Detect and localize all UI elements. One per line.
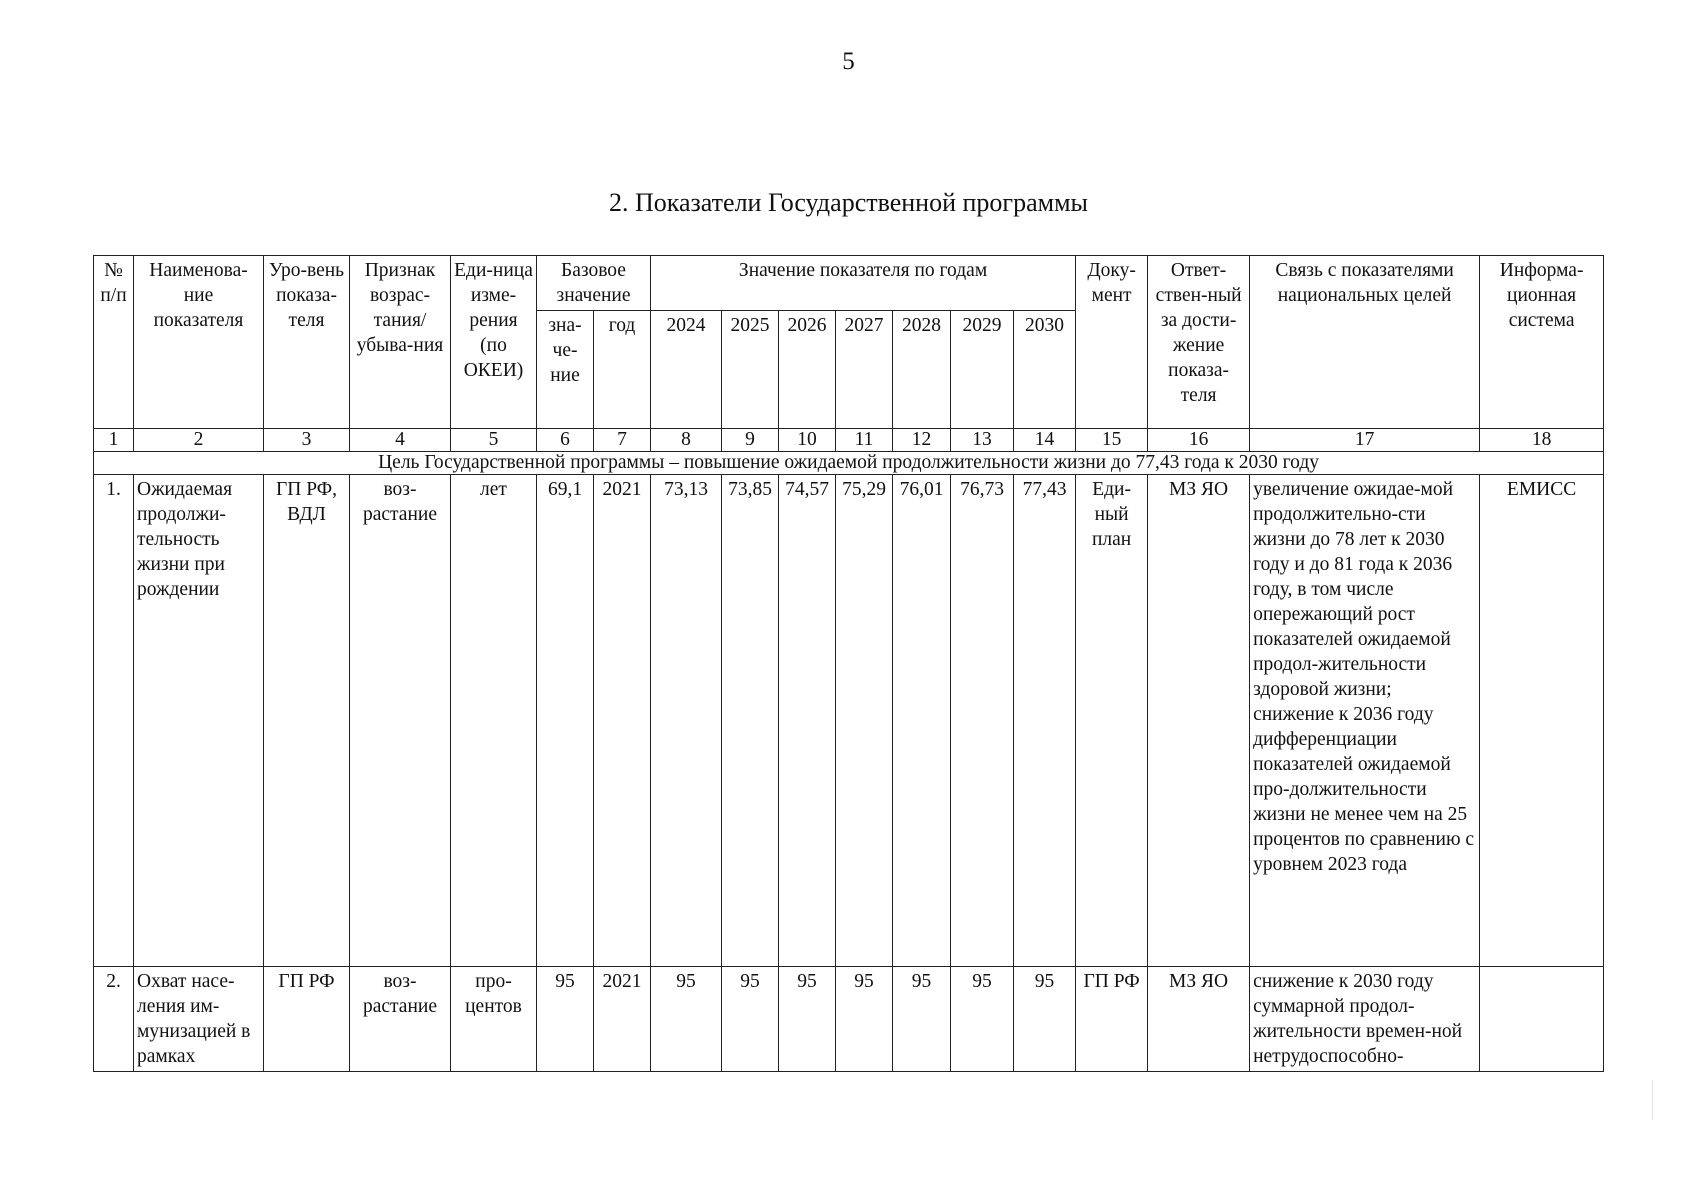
header-trend: Признак возрас-тания/ убыва-ния: [350, 256, 451, 429]
indicator-responsible: МЗ ЯО: [1148, 967, 1250, 1072]
indicator-name: Ожидаемая продолжи-тельность жизни при рождении: [134, 475, 264, 967]
year-value: 73,85: [722, 475, 779, 967]
column-number: 2: [134, 429, 264, 452]
page-number: 5: [842, 48, 855, 75]
header-year: 2029: [951, 311, 1014, 429]
header-year: 2025: [722, 311, 779, 429]
header-year: 2026: [779, 311, 836, 429]
year-value: 95: [1014, 967, 1076, 1072]
year-value: 95: [951, 967, 1014, 1072]
column-number: 16: [1148, 429, 1250, 452]
header-document: Доку-мент: [1076, 256, 1148, 429]
indicators-table: [93, 255, 1604, 1072]
column-number: 8: [651, 429, 722, 452]
column-number: 12: [893, 429, 951, 452]
national-goals-link: увеличение ожидае-мой продолжительно-сти жизни до 78 лет к 2030 году и до 81 года к 2036 году, в том числе опережающий рост показателей ожидаемой продол-жительности здоровой жизни; снижение к 2036 году дифференциации показателей ожидаемой про-должительности жизни не менее чем на 25 процентов по сравнению с уровнем 2023 года: [1250, 475, 1480, 967]
indicator-document: Еди-ный план: [1076, 475, 1148, 967]
column-number: 17: [1250, 429, 1480, 452]
year-value: 95: [836, 967, 893, 1072]
indicator-level: ГП РФ, ВДЛ: [264, 475, 350, 967]
year-value: 74,57: [779, 475, 836, 967]
header-values-by-year: Значение показателя по годам: [651, 256, 1076, 311]
year-value: 76,73: [951, 475, 1014, 967]
column-number: 10: [779, 429, 836, 452]
indicator-level: ГП РФ: [264, 967, 350, 1072]
column-number: 4: [350, 429, 451, 452]
base-year: 2021: [594, 475, 651, 967]
column-number: 3: [264, 429, 350, 452]
header-year: 2030: [1014, 311, 1076, 429]
header-national-goals-link: Связь с показателями национальных целей: [1250, 256, 1480, 429]
indicator-unit: про-центов: [451, 967, 537, 1072]
header-num: № п/п: [94, 256, 134, 429]
section-title: 2. Показатели Государственной программы: [608, 188, 1088, 217]
header-base-year: год: [594, 311, 651, 429]
header-unit: Еди-ница изме-рения (по ОКЕИ): [451, 256, 537, 429]
header-year: 2027: [836, 311, 893, 429]
table-row: [94, 967, 1604, 1072]
table-row: [94, 475, 1604, 967]
year-value: 75,29: [836, 475, 893, 967]
program-goal: Цель Государственной программы – повышение ожидаемой продолжительности жизни до 77,43 года к 2030 году: [94, 452, 1604, 475]
indicator-trend: воз-растание: [350, 475, 451, 967]
row-num: 2.: [94, 967, 134, 1072]
header-base: Базовое значение: [537, 256, 651, 311]
header-year: 2028: [893, 311, 951, 429]
info-system: ЕМИСС: [1480, 475, 1604, 967]
row-num: 1.: [94, 475, 134, 967]
year-value: 95: [722, 967, 779, 1072]
indicator-trend: воз-растание: [350, 967, 451, 1072]
year-value: 95: [651, 967, 722, 1072]
base-value: 69,1: [537, 475, 594, 967]
column-number: 1: [94, 429, 134, 452]
column-numbers-row: [94, 429, 1604, 452]
indicator-responsible: МЗ ЯО: [1148, 475, 1250, 967]
column-number: 11: [836, 429, 893, 452]
indicator-unit: лет: [451, 475, 537, 967]
year-value: 76,01: [893, 475, 951, 967]
header-level: Уро-вень показа-теля: [264, 256, 350, 429]
column-number: 6: [537, 429, 594, 452]
header-year: 2024: [651, 311, 722, 429]
column-number: 14: [1014, 429, 1076, 452]
header-info-system: Информа-ционная система: [1480, 256, 1604, 429]
base-value: 95: [537, 967, 594, 1072]
base-year: 2021: [594, 967, 651, 1072]
column-number: 15: [1076, 429, 1148, 452]
year-value: 77,43: [1014, 475, 1076, 967]
column-number: 5: [451, 429, 537, 452]
info-system: [1480, 967, 1604, 1072]
column-number: 9: [722, 429, 779, 452]
header-responsible: Ответ-ствен-ный за дости-жение показа-теля: [1148, 256, 1250, 429]
scan-artifact: [1652, 1080, 1653, 1120]
goal-row: [94, 452, 1604, 475]
column-number: 7: [594, 429, 651, 452]
header-row: [94, 256, 1604, 311]
indicator-document: ГП РФ: [1076, 967, 1148, 1072]
column-number: 13: [951, 429, 1014, 452]
year-value: 95: [779, 967, 836, 1072]
national-goals-link: снижение к 2030 году суммарной продол-жительности времен-ной нетрудоспособно-: [1250, 967, 1480, 1072]
indicator-name: Охват насе-ления им-мунизацией в рамках: [134, 967, 264, 1072]
year-value: 95: [893, 967, 951, 1072]
header-name: Наименова-ние показателя: [134, 256, 264, 429]
header-base-value: зна-че-ние: [537, 311, 594, 429]
column-number: 18: [1480, 429, 1604, 452]
year-value: 73,13: [651, 475, 722, 967]
